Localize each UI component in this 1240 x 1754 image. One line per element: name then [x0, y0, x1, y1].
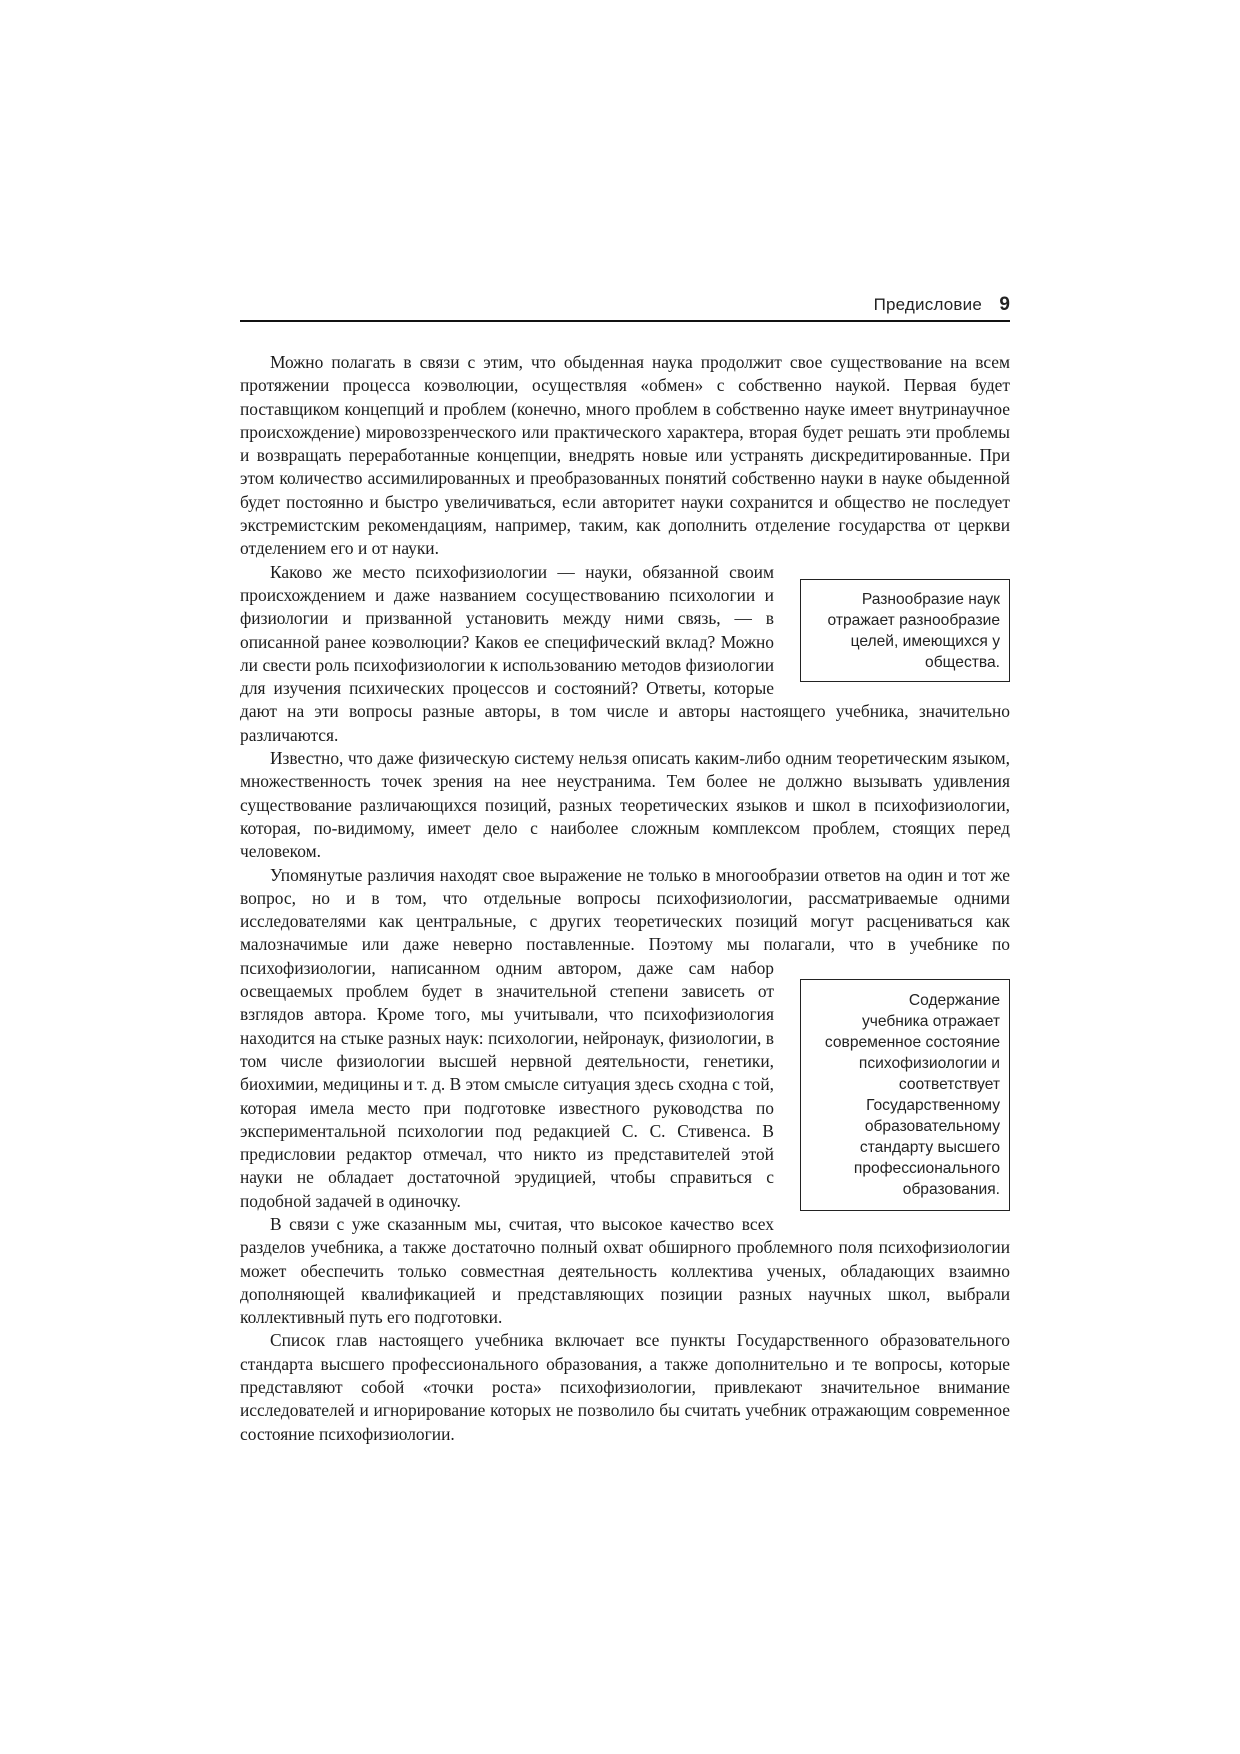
body-text	[240, 351, 1010, 1446]
margin-note-2: Содержание учебника отражает современное состояние психофизиологии и соответствует Государственному образовательному стандарту высшего профессионального образования.	[800, 979, 1010, 1211]
running-header	[240, 290, 1010, 322]
paragraph-4-part-2: даже сам набор освещаемых проблем будет в значительной степени зависеть от взглядов автора. Кроме того, мы учитывали, что психофизиология находится на стыке разных наук: психологии, нейронаук, физиологии, в том числе физиологии высшей нервной деятельности, генетики, биохимии, медицины и т. д. В этом смысле ситуация здесь сходна с той, которая имела место при подготовке известного руководства по экспериментальной психологии под редакцией С. С. Стивенса. В предисловии редактор отмечал, что никто из представителей этой науки не обладает достаточной эрудицией, чтобы справиться с подобной задачей в одиночку.	[240, 957, 774, 1211]
paragraph-6: Список глав настоящего учебника включает все пункты Государственного образовательного стандарта высшего профессионального образования, а также дополнительно и те вопросы, которые представляют собой «точки роста» психофизиологии, привлекают значительное внимание исследователей и игнорирование которых не позволило бы считать учебник отражающим современное состояние психофизиологии.	[240, 1330, 1010, 1444]
margin-note-1: Разнообразие наук отражает разнообразие целей, имеющихся у общества.	[800, 579, 1010, 682]
page-number: 9	[999, 294, 1010, 315]
paragraph-3: Известно, что даже физическую систему нельзя описать каким-либо одним теоретическим языком, множественность точек зрения на нее неустранима. Тем более не должно вызывать удивления существование различающихся позиций, разных теоретических языков и школ в психофизиологии, которая, по-видимому, имеет дело с наиболее сложным комплексом проблем, стоящих перед человеком.	[240, 748, 1010, 862]
paragraph-1: Можно полагать в связи с этим, что обыденная наука продолжит свое существование на всем протяжении процесса коэволюции, осуществляя «обмен» с собственно наукой. Первая будет поставщиком концепций и проблем (конечно, много проблем в собственно науке имеет внутринаучное происхождение) мировоззренческого или практического характера, вторая будет решать эти проблемы и возвращать переработанные концепции, внедрять новые или устранять дискредитированные. При этом количество ассимилированных и преобразованных понятий собственно науки в науке обыденной будет постоянно и быстро увеличиваться, если авторитет науки сохранится и общество не последует экстремистским рекомендациям, например, таким, как дополнить отделение государства от церкви отделением его и от науки.	[240, 352, 1010, 559]
paragraph-2: Каково же место психофизиологии — науки, обязанной своим происхождением и даже названием сосуществованию психологии и физиологии и призванной установить между ними связь, — в описанной ранее коэволюции? Каков ее специфический вклад? Можно ли свести роль психофизиологии к использованию методов физиологии для изучения психических процессов и состояний? Ответы, которые дают на эти вопросы разные авторы, в том числе и авторы настоящего учебника, значительно различаются.	[240, 561, 1010, 745]
paragraph-5: В связи с уже сказанным мы, считая, что высокое качество всех разделов учебника, а также достаточно полный охват обширного проблемного поля психофизиологии может обеспечить только совместная деятельность коллектива ученых, обладающих взаимно дополняющей квалификацией и представляющих позиции разных научных школ, выбрали коллективный путь его подготовки.	[240, 1213, 1010, 1328]
paragraph-4-part-1: Упомянутые различия находят свое выражение не только в многообразии ответов на один и тот же вопрос, но и в том, что отдельные вопросы психофизиологии, рассматриваемые одними исследователями как центральные, с других теоретических позиций могут расцениваться как малозначимые или даже неверно поставленные. Поэтому мы полагали, что в учебнике по психофизиологии, написанном одним автором,	[240, 864, 1010, 978]
paragraph-4	[240, 864, 1010, 1213]
section-title: Предисловие	[873, 295, 982, 314]
